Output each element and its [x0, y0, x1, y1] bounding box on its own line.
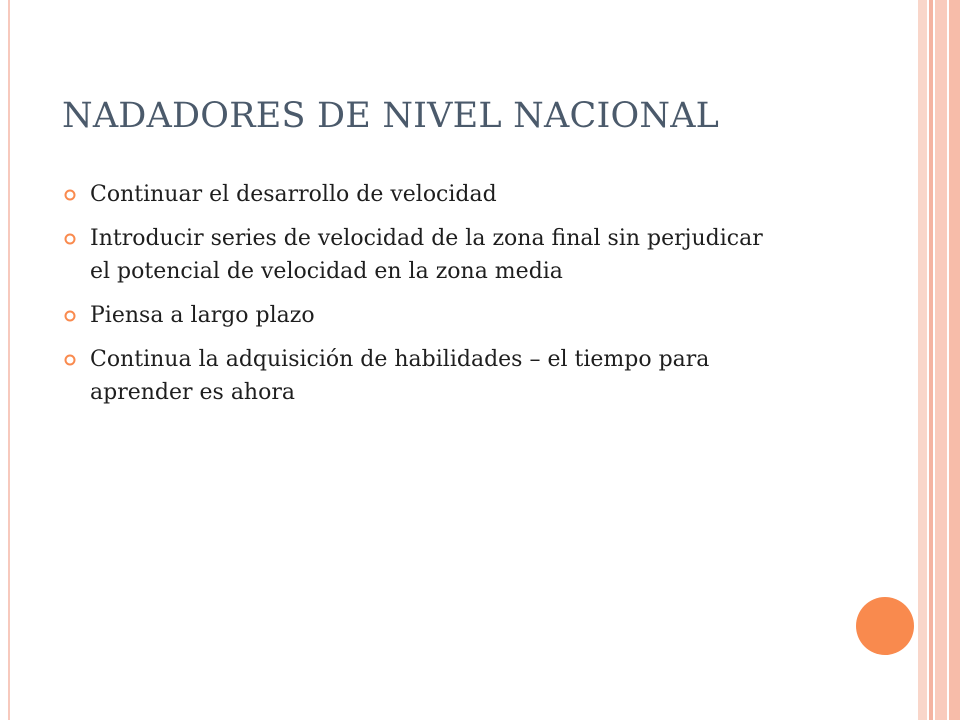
bullet-text: Piensa a largo plazo — [90, 303, 315, 328]
bullet-text: Continuar el desarrollo de velocidad — [90, 182, 497, 207]
bullet-item — [62, 343, 782, 409]
orange-ring-icon — [64, 354, 76, 366]
orange-ring-icon — [64, 233, 76, 245]
bullet-item — [62, 178, 782, 211]
orange-ring-icon — [64, 310, 76, 322]
right-stripe — [935, 0, 947, 720]
bullet-text: Introducir series de velocidad de la zona final sin perjudicar el potencial de velocidad en la zona media — [90, 226, 763, 284]
bullet-item — [62, 299, 782, 332]
right-stripe — [949, 0, 960, 720]
right-stripe — [918, 0, 927, 720]
slide-title: NADADORES DE NIVEL NACIONAL — [62, 96, 720, 136]
bullet-text: Continua la adquisición de habilidades – el tiempo para aprender es ahora — [90, 347, 710, 405]
orange-circle-icon — [856, 597, 914, 655]
bullet-list — [62, 178, 782, 420]
left-border-line — [8, 0, 10, 720]
bullet-item — [62, 222, 782, 288]
orange-ring-icon — [64, 189, 76, 201]
